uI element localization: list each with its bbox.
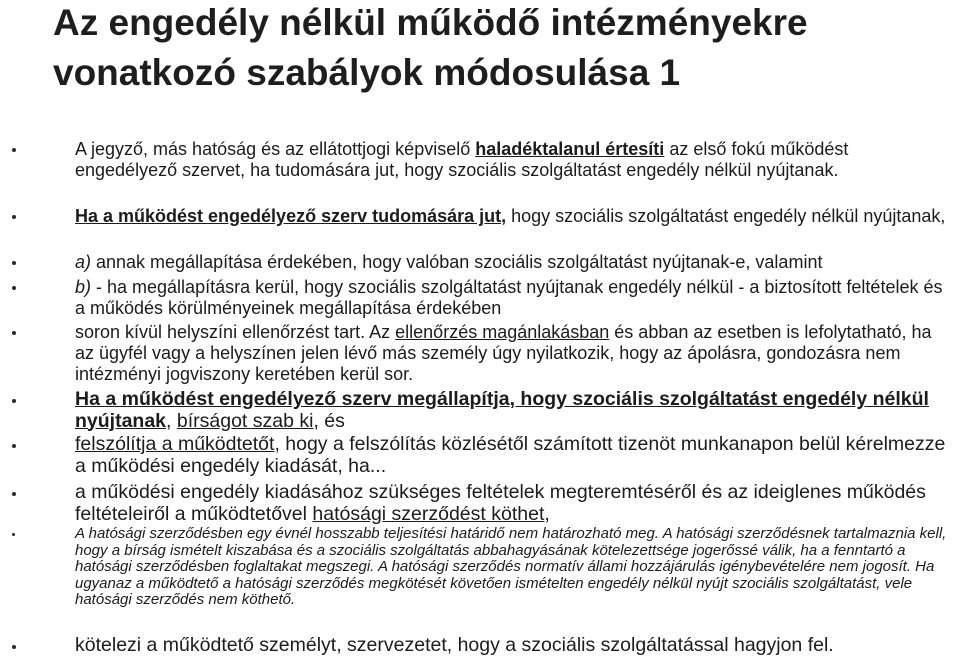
bullet-text (75, 434, 955, 477)
text-run: , hogy a felszólítás közlésétől számított tizenöt munkanapon belül kérelmezze a működési engedély kiadását, ha... (75, 433, 946, 477)
text-run: soron kívül helyszíni ellenőrzést tart. Az (75, 322, 396, 342)
text-run: hogy szociális szolgáltatást engedély nélkül nyújtanak, (506, 206, 946, 226)
title-line-1: Az engedély nélkül működő intézményekre (53, 2, 808, 43)
title-line-2: vonatkozó szabályok módosulása 1 (53, 52, 681, 93)
page-title (53, 0, 953, 98)
emphasis-finding: Ha a működést engedélyező szerv megállapítja, hogy szociális szolgáltatást engedély nélkül nyújtanak (75, 388, 929, 432)
bullet-text (75, 139, 955, 181)
emphasis-fine: bírságot szab ki, (176, 409, 319, 432)
emphasis-aware: Ha a működést engedélyező szerv tudomására jut, (75, 206, 507, 226)
bullet-text (75, 252, 955, 273)
bullet-dot (12, 444, 16, 448)
text-run: , (544, 502, 550, 525)
text-run: és abban az esetben is lefolytatható, ha az ügyfél vagy a helyszínen jelen lévő más személy úgy nyilatkozik, hogy az ápolásra, gondozásra nem intézményi jogviszony keretében kerül sor. (75, 322, 932, 384)
text-run: A jegyző, más hatóság és az ellátottjogi képviselő (75, 139, 476, 159)
bullet-dot (12, 215, 16, 219)
bullet-text: kötelezi a működtető személyt, szervezetet, hogy a szociális szolgáltatással hagyjon fel. (75, 634, 834, 656)
bullet-dot (12, 261, 16, 265)
bullet-text (75, 322, 955, 385)
text-run: annak megállapítása érdekében, hogy valóban szociális szolgáltatást nyújtanak-e, valamint (91, 252, 823, 272)
text-run: a működési engedély kiadásához szükséges feltételek megteremtéséről és az ideiglenes működés feltételeiről a működtetővel (75, 481, 926, 525)
text-run: - ha megállapításra kerül, hogy szociális szolgáltatást nyújtanak engedély nélkül - a biztosított feltételek és a működés körülményeinek megállapítása érdekében (75, 277, 943, 318)
bullet-text (75, 389, 955, 432)
text-run: és (318, 409, 345, 432)
text-run: az első fokú működést engedélyező szervet, ha tudomására jut, hogy szociális szolgáltatást engedély nélkül nyújtanak. (75, 139, 849, 180)
bullet-dot (12, 645, 16, 649)
bullet-text (75, 482, 955, 525)
bullet-dot (12, 148, 16, 152)
emphasis-private-home: ellenőrzés magánlakásban (395, 322, 610, 342)
bullet-dot (12, 399, 16, 403)
bullet-dot (12, 286, 16, 290)
bullet-text (75, 277, 955, 319)
list-marker-a: a) (75, 252, 92, 272)
emphasis-notify: haladéktalanul értesíti (475, 139, 665, 159)
list-marker-b: b) (75, 277, 92, 297)
bullet-text: A hatósági szerződésben egy évnél hosszabb teljesítési határidő nem határozható meg. A hatósági szerződésnek tartalmaznia kell, hogy a bírság ismételt kiszabása és a szociális szolgáltatás abbahagyásának kötelezettsége jogerőssé válik, ha a fenntartó a hatósági szerződésben foglaltakat megszegi. A hatósági szerződés normatív állami hozzájárulás igénybevételére nem jogosít. Ha ugyanaz a működtető a hatósági szerződés megkötését követően ismételten engedély nélkül nyújt szociális szolgáltatást, vele hatósági szerződés nem köthető. (75, 525, 947, 608)
bullet-text (75, 206, 955, 227)
emphasis-summons: felszólítja a működtetőt (75, 433, 275, 455)
bullet-dot (12, 533, 15, 536)
text-run: , (166, 409, 177, 432)
bullet-dot (12, 331, 16, 335)
bullet-dot (12, 492, 16, 496)
emphasis-contract: hatósági szerződést köthet (312, 502, 545, 525)
